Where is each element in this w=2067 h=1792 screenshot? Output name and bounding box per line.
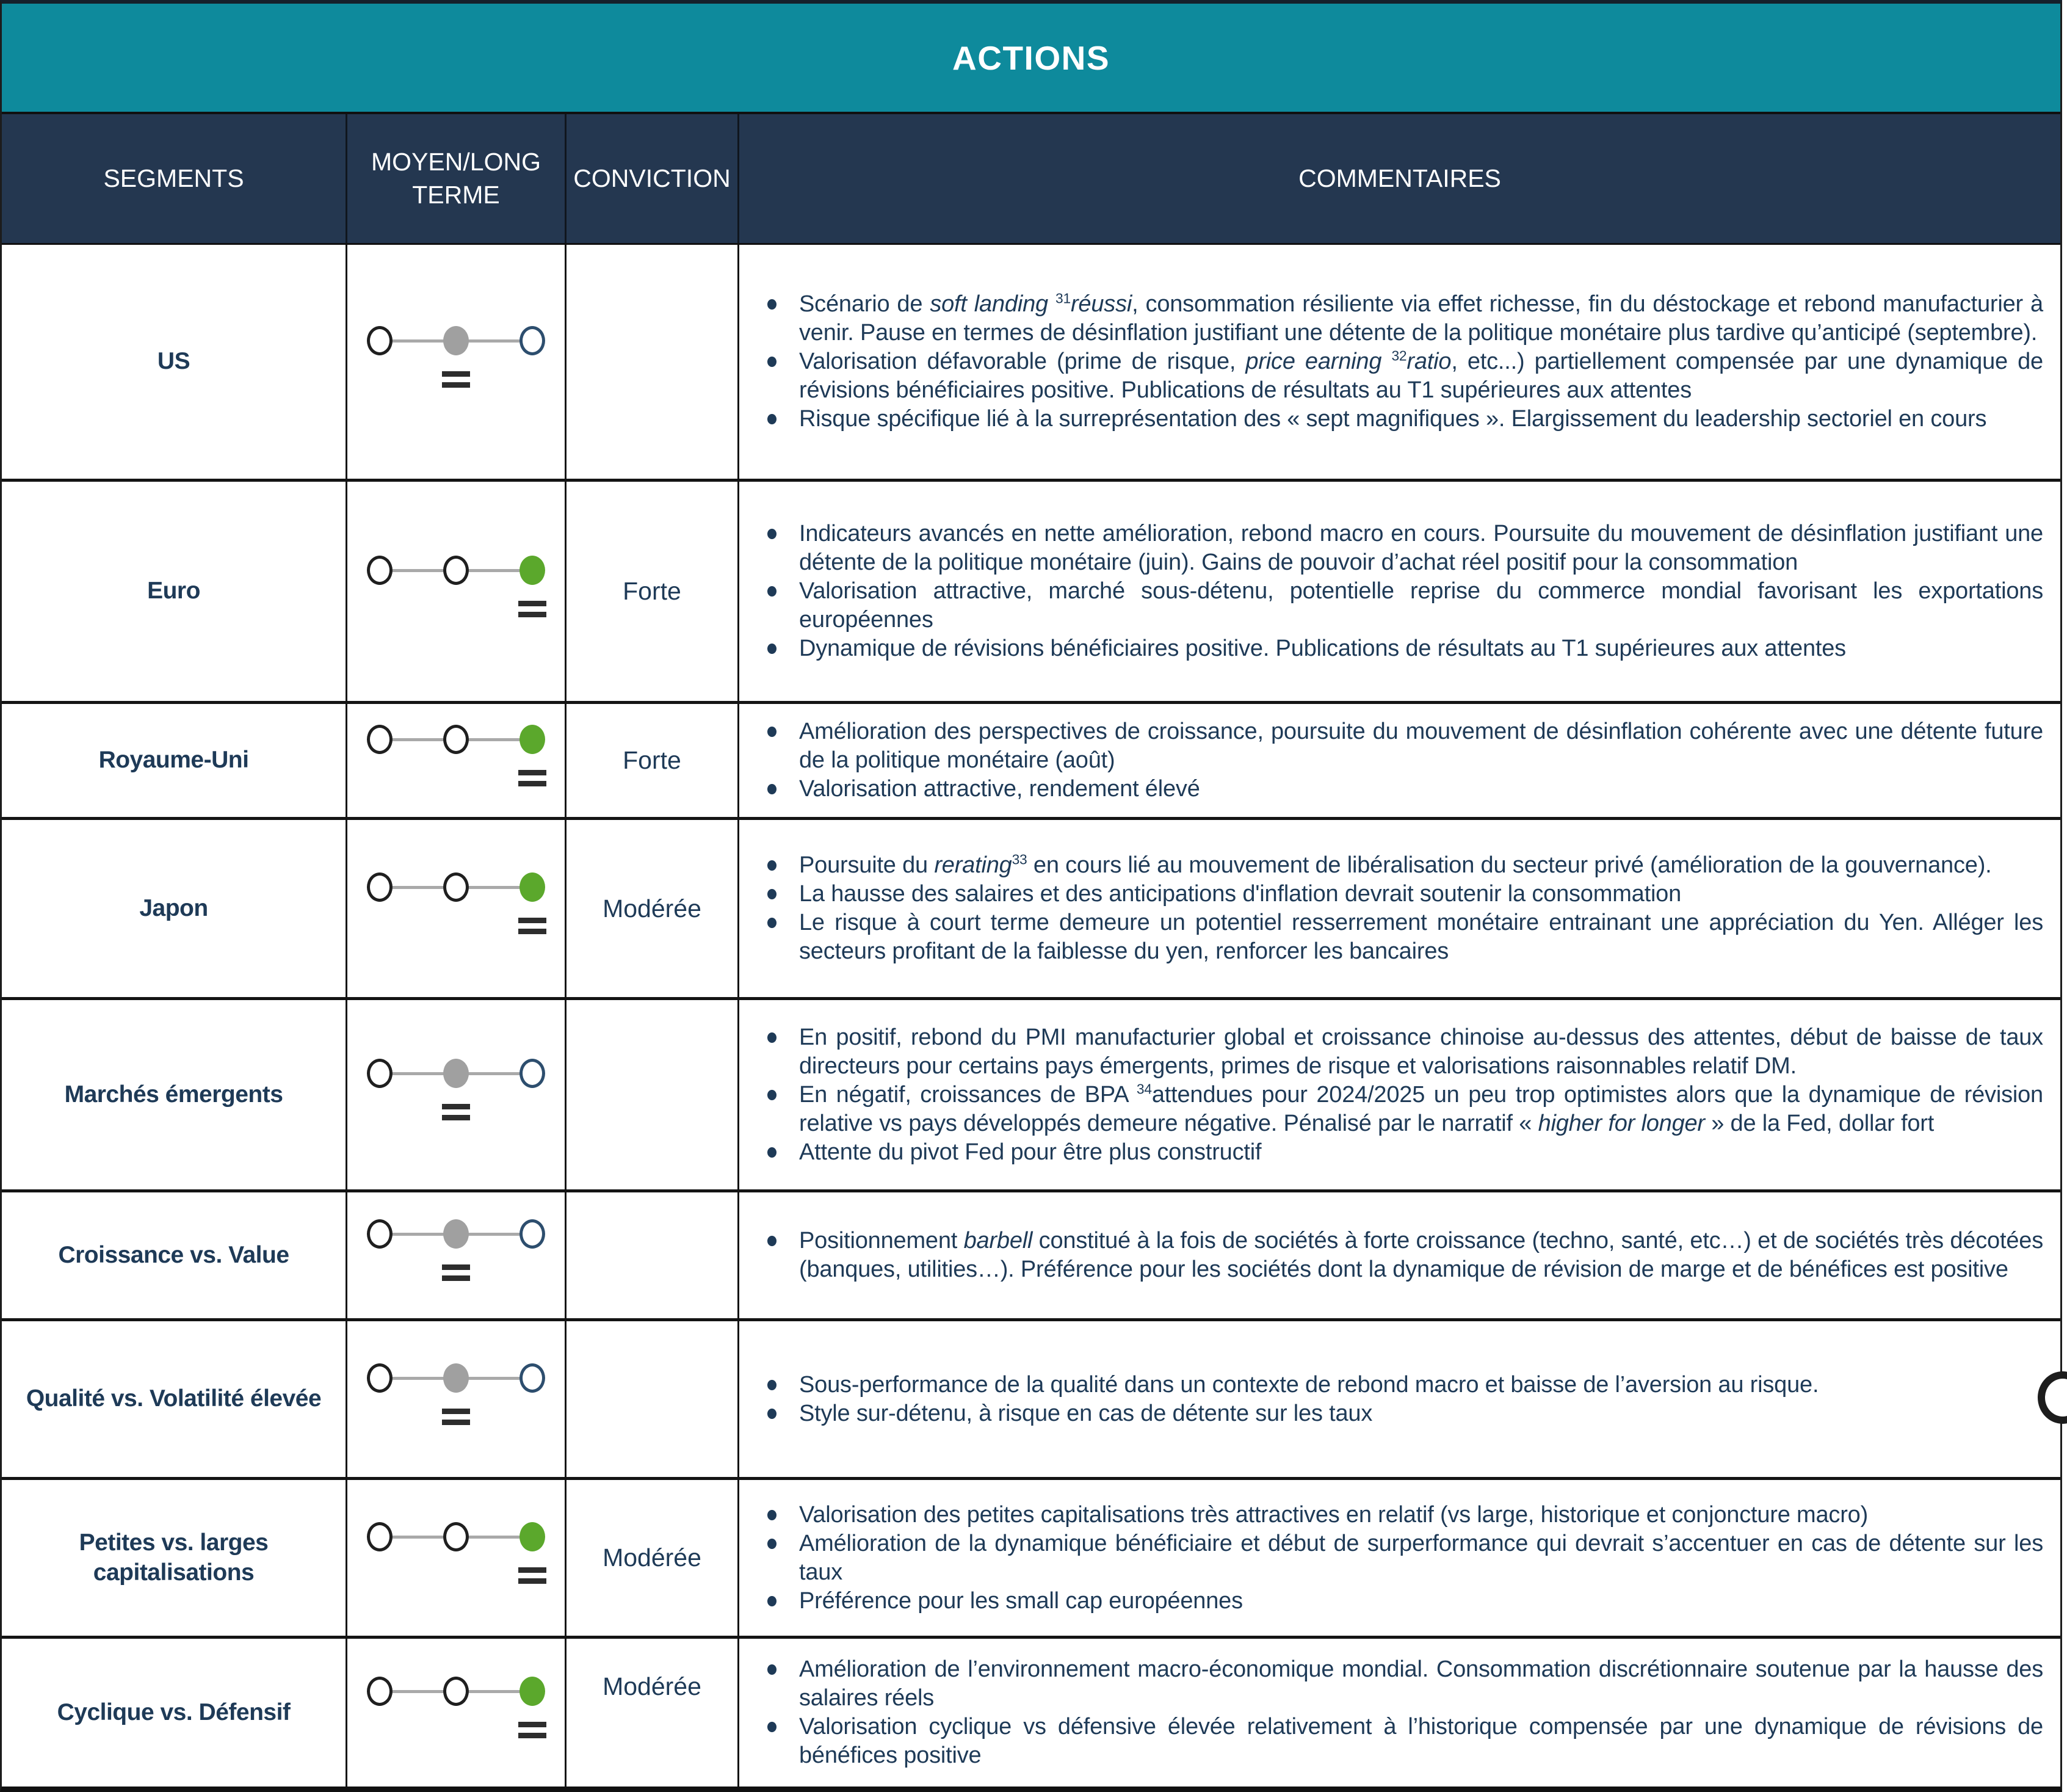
indicator-circle-left: [367, 1059, 393, 1088]
bullet-dot-icon: [767, 1722, 776, 1732]
equal-sign: [518, 1722, 546, 1744]
comment-item: [761, 1655, 2043, 1713]
segment-cell: [2, 704, 346, 817]
equal-bar-bottom: [442, 1420, 470, 1425]
indicator-cell: [346, 245, 565, 479]
bullet-dot-icon: [767, 1664, 776, 1675]
equal-sign: [442, 1409, 470, 1431]
allocation-indicator: [367, 556, 545, 628]
bullet-dot-icon: [767, 1032, 776, 1043]
allocation-indicator: [367, 326, 545, 398]
conviction-cell: [565, 820, 737, 997]
comment-text: En négatif, croissances de BPA $^{34}$attendues pour 2024/2025 un peu trop optimistes alors que la dynamique de révision relative vs pays développés demeure négative. Pénalisé par le narratif « higher for longer » de la Fed, dollar fort: [799, 1081, 2043, 1136]
indicator-circle-middle: [443, 1059, 469, 1088]
conviction-label: Modérée: [603, 1544, 701, 1572]
bullet-dot-icon: [767, 586, 776, 597]
indicator-circle-left: [367, 872, 393, 902]
bullet-column: [761, 1529, 799, 1587]
indicator-circle-left: [367, 1522, 393, 1551]
equal-bar-bottom: [442, 1115, 470, 1120]
bullet-column: [761, 347, 799, 405]
allocation-indicator: [367, 1522, 545, 1594]
comments-cell: [737, 1480, 2060, 1636]
conviction-cell: [565, 1480, 737, 1636]
equal-sign: [442, 371, 470, 393]
segment-cell: [2, 482, 346, 701]
segment-label: Croissance vs. Value: [58, 1241, 289, 1268]
indicator-circle-right: [519, 556, 545, 585]
comments-cell: [737, 245, 2060, 479]
header-commentaires: COMMENTAIRES: [737, 114, 2060, 243]
indicator-cell: [346, 1321, 565, 1477]
allocation-indicator: [367, 1677, 545, 1749]
table-row: [2, 820, 2060, 1000]
table-title-bar: [2, 4, 2060, 114]
table-body: [2, 245, 2060, 1787]
comment-item: [761, 1371, 2043, 1399]
indicator-circle-middle: [443, 872, 469, 902]
bullet-column: [761, 1081, 799, 1138]
indicator-circle-right: [519, 1219, 545, 1249]
indicator-circle-left: [367, 725, 393, 754]
equal-bar-bottom: [518, 929, 546, 934]
table-row: [2, 1321, 2060, 1480]
comment-text: Valorisation cyclique vs défensive élevée relativement à l’historique compensée par une dynamique de révisions de bénéfices positive: [799, 1714, 2043, 1769]
bullet-dot-icon: [767, 644, 776, 654]
bullet-dot-icon: [767, 784, 776, 794]
comment-text: Valorisation défavorable (prime de risque, price earning $^{32}$ratio, etc...) partiellement compensée par une dynamique de révisions bénéficiaires positive. Publications de résultats au T1 supérieures aux attentes: [799, 347, 2043, 404]
bullet-dot-icon: [767, 1409, 776, 1419]
indicator-circle-middle: [443, 326, 469, 355]
comment-text: Amélioration des perspectives de croissance, poursuite du mouvement de désinflation cohérente avec une détente future de la politique monétaire (août): [799, 719, 2043, 774]
comment-text: Poursuite du rerating$^{33}$ en cours lié au mouvement de libéralisation du secteur privé (amélioration de la gouvernance).: [799, 851, 1992, 879]
indicator-cell: [346, 704, 565, 817]
segment-label: Royaume-Uni: [98, 747, 249, 774]
equal-sign: [518, 918, 546, 940]
bullet-column: [761, 851, 799, 880]
comment-item: [761, 290, 2043, 347]
comments-cell: [737, 1639, 2060, 1787]
indicator-circle-right: [519, 1059, 545, 1088]
bullet-column: [761, 1713, 799, 1770]
bullet-column: [761, 909, 799, 966]
indicator-cell: [346, 1000, 565, 1189]
segment-label: Petites vs. larges capitalisations: [79, 1529, 269, 1586]
bullet-dot-icon: [767, 1539, 776, 1549]
conviction-cell: [565, 1000, 737, 1189]
segment-label: US: [157, 348, 190, 375]
comment-item: [761, 1399, 2043, 1428]
bullet-column: [761, 290, 799, 347]
segment-cell: [2, 1000, 346, 1189]
bullet-column: [761, 880, 799, 909]
comment-item: [761, 1023, 2043, 1081]
indicator-circle-right: [519, 326, 545, 355]
comment-text: Amélioration de la dynamique bénéficiaire et début de surperformance qui devrait s’accentuer en cas de détente sur les taux: [799, 1530, 2043, 1585]
table-title: ACTIONS: [952, 38, 1110, 77]
comment-item: [761, 1227, 2043, 1284]
indicator-cell: [346, 482, 565, 701]
comment-item: [761, 1587, 2043, 1616]
indicator-cell: [346, 1192, 565, 1318]
comment-item: [761, 347, 2043, 405]
indicator-circle-left: [367, 326, 393, 355]
equal-bar-top: [442, 1104, 470, 1109]
bullet-column: [761, 1655, 799, 1713]
comments-cell: [737, 482, 2060, 701]
indicator-circle-middle: [443, 556, 469, 585]
bullet-column: [761, 775, 799, 803]
equal-bar-top: [442, 1409, 470, 1414]
table-row: [2, 1000, 2060, 1192]
header-segments: SEGMENTS: [103, 164, 244, 192]
allocation-indicator: [367, 1219, 545, 1291]
equal-bar-bottom: [442, 382, 470, 388]
equal-bar-top: [518, 601, 546, 606]
comment-item: [761, 634, 2043, 663]
comment-item: [761, 1138, 2043, 1167]
comment-text: Risque spécifique lié à la surreprésentation des « sept magnifiques ». Elargissement du leadership sectoriel en cours: [799, 406, 1987, 432]
indicator-circle-right: [519, 1363, 545, 1393]
equal-bar-bottom: [518, 781, 546, 786]
equal-sign: [442, 1104, 470, 1126]
bullet-column: [761, 1587, 799, 1616]
bullet-column: [761, 1399, 799, 1428]
equal-sign: [518, 770, 546, 792]
equal-bar-top: [518, 918, 546, 923]
bullet-dot-icon: [767, 918, 776, 928]
indicator-cell: [346, 1639, 565, 1787]
comment-item: [761, 909, 2043, 966]
conviction-cell: [565, 1321, 737, 1477]
bullet-dot-icon: [767, 414, 776, 424]
bullet-dot-icon: [767, 1147, 776, 1158]
bullet-dot-icon: [767, 529, 776, 539]
bullet-column: [761, 1227, 799, 1284]
bullet-dot-icon: [767, 1090, 776, 1100]
comments-cell: [737, 1000, 2060, 1189]
bullet-column: [761, 577, 799, 634]
conviction-cell: [565, 1192, 737, 1318]
conviction-label: Modérée: [603, 1672, 701, 1701]
bullet-column: [761, 1138, 799, 1167]
allocation-indicator: [367, 872, 545, 945]
segment-cell: [2, 820, 346, 997]
comments-cell: [737, 1192, 2060, 1318]
bullet-dot-icon: [767, 1596, 776, 1606]
equal-bar-top: [518, 1722, 546, 1727]
comments-cell: [737, 820, 2060, 997]
comment-item: [761, 880, 2043, 909]
bullet-column: [761, 717, 799, 775]
comment-item: [761, 1081, 2043, 1138]
bullet-column: [761, 1023, 799, 1081]
equal-bar-top: [518, 770, 546, 775]
indicator-circle-left: [367, 1363, 393, 1393]
bullet-column: [761, 520, 799, 577]
table-row: [2, 1639, 2060, 1787]
comment-text: Le risque à court terme demeure un potentiel resserrement monétaire entrainant une appréciation du Yen. Alléger les secteurs profitant de la faiblesse du yen, renforcer les bancaires: [799, 910, 2043, 965]
comment-text: En positif, rebond du PMI manufacturier global et croissance chinoise au-dessus des attentes, début de baisse de taux directeurs pour certains pays émergents, primes de risque et valorisations raisonnables relatif DM.: [799, 1024, 2043, 1079]
bullet-column: [761, 405, 799, 433]
indicator-cell: [346, 1480, 565, 1636]
bullet-dot-icon: [767, 1236, 776, 1246]
allocation-indicator: [367, 1363, 545, 1435]
segment-label: Euro: [147, 578, 200, 604]
table-row: [2, 1480, 2060, 1639]
comment-text: Attente du pivot Fed pour être plus constructif: [799, 1139, 1262, 1165]
comment-item: [761, 775, 2043, 803]
indicator-circle-middle: [443, 1219, 469, 1249]
allocation-indicator: [367, 725, 545, 797]
segment-cell: [2, 245, 346, 479]
header-moyen-long-terme: MOYEN/LONG TERME: [346, 114, 565, 243]
segment-label: Qualité vs. Volatilité élevée: [26, 1385, 322, 1412]
bullet-dot-icon: [767, 1380, 776, 1390]
segment-label: Cyclique vs. Défensif: [57, 1699, 291, 1725]
comment-text: Dynamique de révisions bénéficiaires positive. Publications de résultats au T1 supérieures aux attentes: [799, 636, 1846, 662]
comment-text: La hausse des salaires et des anticipations d'inflation devrait soutenir la consommation: [799, 881, 1682, 907]
comment-text: Valorisation attractive, marché sous-détenu, potentielle reprise du commerce mondial favorisant les exportations européennes: [799, 578, 2043, 633]
bullet-dot-icon: [767, 889, 776, 899]
allocation-indicator: [367, 1059, 545, 1131]
indicator-circle-right: [519, 1522, 545, 1551]
comment-text: Indicateurs avancés en nette amélioration, rebond macro en cours. Poursuite du mouvement de désinflation justifiant une détente de la politique monétaire (juin). Gains de pouvoir d’achat réel positif pour la consommation: [799, 520, 2043, 575]
indicator-circle-left: [367, 556, 393, 585]
equal-bar-bottom: [518, 612, 546, 617]
comment-text: Valorisation attractive, rendement élevé: [799, 776, 1200, 802]
bullet-dot-icon: [767, 299, 776, 310]
indicator-circle-middle: [443, 725, 469, 754]
indicator-cell: [346, 820, 565, 997]
comment-text: Préférence pour les small cap européennes: [799, 1587, 1243, 1614]
equal-bar-bottom: [518, 1733, 546, 1738]
comment-item: [761, 1713, 2043, 1770]
comment-text: Valorisation des petites capitalisations très attractives en relatif (vs large, historique et conjoncture macro): [799, 1501, 1869, 1528]
comment-item: [761, 520, 2043, 577]
indicator-circle-left: [367, 1677, 393, 1706]
bullet-column: [761, 1371, 799, 1399]
equal-bar-top: [442, 1264, 470, 1270]
equal-sign: [442, 1264, 470, 1286]
segment-cell: [2, 1192, 346, 1318]
equal-bar-bottom: [442, 1275, 470, 1281]
conviction-cell: [565, 245, 737, 479]
comment-item: [761, 1501, 2043, 1529]
equal-bar-top: [442, 371, 470, 377]
indicator-circle-middle: [443, 1363, 469, 1393]
segment-label: Marchés émergents: [64, 1081, 283, 1108]
conviction-label: Forte: [623, 746, 681, 775]
equal-bar-top: [518, 1567, 546, 1573]
indicator-circle-middle: [443, 1522, 469, 1551]
equal-sign: [518, 1567, 546, 1589]
segment-label: Japon: [139, 894, 208, 921]
comment-text: Scénario de soft landing $^{31}$réussi, consommation résiliente via effet richesse, fin du déstockage et rebond manufacturier à venir. Pause en termes de désinflation justifiant une détente de la politique monétaire plus tardive qu’anticipé (septembre).: [799, 290, 2043, 346]
table-row: [2, 1192, 2060, 1321]
comment-item: [761, 851, 2043, 880]
conviction-cell: [565, 704, 737, 817]
table-header-row: [2, 114, 2060, 245]
comment-text: Amélioration de l’environnement macro-économique mondial. Consommation discrétionnaire soutenue par la hausse des salaires réels: [799, 1656, 2043, 1711]
comment-text: Style sur-détenu, à risque en cas de détente sur les taux: [799, 1400, 1373, 1426]
table-row: [2, 245, 2060, 482]
conviction-label: Modérée: [603, 894, 701, 923]
bullet-column: [761, 1501, 799, 1529]
equal-sign: [518, 601, 546, 623]
comment-text: Sous-performance de la qualité dans un contexte de rebond macro et baisse de l’aversion au risque.: [799, 1371, 1819, 1398]
indicator-circle-right: [519, 725, 545, 754]
segment-cell: [2, 1480, 346, 1636]
bullet-dot-icon: [767, 727, 776, 737]
equal-bar-bottom: [518, 1578, 546, 1584]
segment-cell: [2, 1639, 346, 1787]
indicator-circle-right: [519, 1677, 545, 1706]
comment-item: [761, 577, 2043, 634]
header-conviction: CONVICTION: [565, 114, 737, 243]
table-row: [2, 482, 2060, 704]
indicator-circle-right: [519, 872, 545, 902]
bullet-dot-icon: [767, 860, 776, 871]
bullet-column: [761, 634, 799, 663]
comment-text: Positionnement barbell constitué à la fois de sociétés à forte croissance (techno, santé, etc…) et de sociétés très décotées (banques, utilities…). Préférence pour les sociétés dont la dynamique de révision de marge et de bénéfices est positive: [799, 1228, 2043, 1283]
bullet-dot-icon: [767, 357, 776, 367]
segment-cell: [2, 1321, 346, 1477]
comment-item: [761, 717, 2043, 775]
indicator-circle-left: [367, 1219, 393, 1249]
conviction-cell: [565, 482, 737, 701]
comment-item: [761, 1529, 2043, 1587]
conviction-label: Forte: [623, 577, 681, 605]
comments-cell: [737, 704, 2060, 817]
comment-item: [761, 405, 2043, 433]
conviction-cell: [565, 1639, 737, 1787]
comments-cell: [737, 1321, 2060, 1477]
table-row: [2, 704, 2060, 820]
bullet-dot-icon: [767, 1510, 776, 1520]
indicator-circle-middle: [443, 1677, 469, 1706]
